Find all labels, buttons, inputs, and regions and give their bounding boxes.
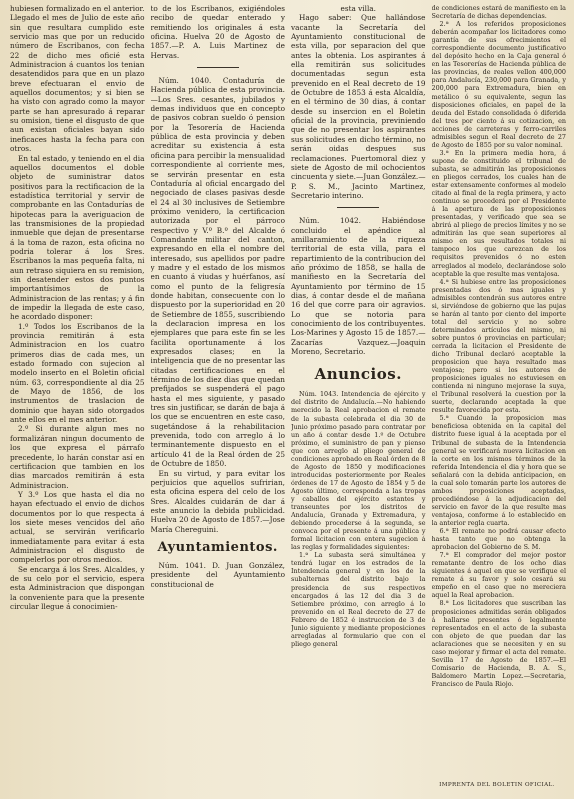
paragraph: 1.ª La subasta será simultánea y tendrá lugar en los estrados de la Intendencia general y en los de la subalternas del distrito bajo la presidencia de sus respectivos encargados á las 12 del dia 3 de Setiembre próximo, con arreglo á lo prevenido en el Real decreto de 27 de Febrero de 1852 é instruccion de 3 de Junio siguiente y mediante proposiciones arregladas al formulario que con el pliego general — [291, 551, 426, 648]
notice-1041-start: Núm. 1041. D. Juan González, presidente del Ayuntamiento constitucional de — [150, 560, 285, 589]
paragraph: 2.ª A los referidos proposiciones deberán acompañar los licitadores como garantía de sus ofrecimientos el correspondiente documento justificativo del depósito hecho en la Caja general ó en las Tesorerías de Hacienda pública de las provincias, de reales vellon 400,000 para Andalucía, 230,000 para Granada, y 200,000 para Extremadura, bien en metálico ó su equivalente, segun las disposiciones oficiales, en papel de la deuda del Estado consolidada ó diferida del tres por ciento á su cotizacion, en acciones de carreteras y ferro-carriles admisibles segun el Real decreto de 27 de Agosto de 1855 por su valor nominal. — [431, 20, 566, 149]
paragraph: 5.ª Cuando la proposicion mas beneficiosa obtenida en la capital del distrito fuese igual á la aceptada por el Tribunal de subasta de la Intendencia general se verificará nueva licitacion en la corte en los mismos términos de la referida Intendencia el dia y hora que se señalará con la debida anticipacion, en la cual solo tomarán parte los autores de ambos proposiciones aceptadas, procediéndose á la adjudicacion del servicio en favor de la que resulte mas ventajosa, conforme á lo establecido en la anterior regla cuarta. — [431, 414, 566, 527]
column-4 — [432, 4, 567, 791]
section-heading-ayuntamientos: Ayuntamientos. — [157, 539, 278, 555]
paragraph: 7.ª El comprador del mejor postor rematante dentro de los ocho dias siguientes á aquel en que se verifique el remate á su favor y solo cesará su empeño en el caso que no mereciera aquel la Real aprobacion. — [431, 551, 566, 600]
section-divider — [337, 207, 379, 208]
page-columns — [10, 4, 566, 791]
notice-1040: Núm. 1040. Contaduría de Hacienda pública de esta provincia.—Los Sres. cesantes, jubilados y demas individuos que en concepto de pasivos cobran sueldo ó pension por la Tesorería de Hacienda pública de esta provincia y deben acreditar su existencia á esta oficina para percibir la mensualidad correspondiente al corriente mes, se servirán presentar en esta Contaduría al oficial encargado del negociado de clases pasivas desde el 24 al 30 inclusives de Setiembre próximo venidero, la certificacion autorizada por el párroco respectivo y V.º B.º del Alcalde ó Comandante militar del canton, expresando en ella el nombre del interesado, sus apellidos por padre y madre y el estado de los mismos en cuanto á viudas y huérfanos, así como el punto de la feligresía donde habitan, consecuente con lo dispuesto por la superioridad en 20 de Setiembre de 1855, suscribiendo la declaracion impresa en los ejemplares que para este fin se les facilita oportunamente á los expresados clases; en la inteligencia que de no presentar las citadas certificaciones en el término de los diez dias que quedan prefijados se suspenderá el pago hasta el mes siguiente, y pasado tres sin justificar, se darán de baja á los que se encuentren en este caso, sugetándose á la rehabilitacion prevenida, todo con arreglo á lo terminantemente dispuesto en el artículo 41 de la Real órden de 25 de Octubre de 1850. — [150, 76, 285, 469]
paragraph: 3.ª En la primera media hora, á supone de constituido el tribunal de subasta, se admitirán las proposiciones en pliegos cerrados, los cuales han de estar extensamente conformes al modelo citado al final de la regla primera, y acto continuo se procederá por el Presidente á la apertura de las proposiciones presentadas, y verificado que sea se abrirá al pliego de precios límites y no se admitirán las que sean superiores al mismo en sus resultados totales ni tampoco los que carezcan de los requisitos prevenidos ó no esten arreglados al modelo, declarándose solo aceptable la que resulte mas ventajosa. — [431, 148, 566, 278]
section-divider — [197, 67, 239, 68]
paragraph: 2.º Si durante algun mes no formalizáran ningun documento de los que expresa el párrafo precedente, lo harán constar así en certificacion que tambien en los dias marcados remitirán á esta Administracion. — [10, 424, 145, 490]
paragraph: En su virtud, y para evitar los perjuicios que aquellos sufririan, esta oficina espera del celo de los Sres. Alcaldes cuidarán de dar á este anuncio la debida publicidad. Huelva 20 de Agosto de 1857.—Jose María Chereguini. — [150, 468, 285, 534]
column-3 — [291, 4, 426, 791]
paragraph: to de los Escribanos, exigiéndoles recibo de quedar enterado y remitiendo los originales á esta oficina. Huelva 20 de Agosto de 1857.—P. A. Luis Martinez de Hervas. — [150, 4, 285, 60]
column-1 — [10, 4, 145, 791]
paragraph: 6.ª El remate no podrá causar efecto hasta tanto que no obtenga la aprobacion del Gobierno de S. M. — [431, 527, 566, 552]
paragraph: En tal estado, y teniendo en el dia aquellos documentos el doble objeto de suministrar datos positivos para la rectificacion de la estadística territorial y servir de comprobante en las Contadurías de hipotecas para la averiguacion de las transmisiones de la propiedad inmueble que dejan de presentarse á la toma de razon, esta oficina no podria tolerar á los Sres. Escribanos la mas pequeña falta, ni aun retraso siquiera en su remision, sin desatender estos dos puntos importantísimos de la Administracion de las rentas; y á fin de impedir la llegada de este caso, he acordado disponer: — [10, 153, 145, 322]
notice-1042: Núm. 1042. Habiéndose concluido el apéndice al amillaramiento de la riqueza territorial de esta villa, para el repartimiento de la contribucion del año próximo de 1858, se halla de manifiesto en la Secretaría del Ayuntamiento por término de 15 dias, á contar desde el de mañana 16 del que corre para oir agravios. Lo que se notoria para conocimiento de los contribuyentes. Los-Marines y Agosto 15 de 1857.—Zacarías Vazquez.—Joaquin Moreno, Secretario. — [291, 216, 426, 357]
notice-1041-body: Hago saber: Que hallándose vacante la Secretaría del Ayuntamiento constitucional de esta villa, por separacion del que antes la obtenia. Los aspirantes á ella remitirán sus solicitudes documentadas segun esta prevenido en el Real decreto de 19 de Octubre de 1853 á esta Alcaldía, en el término de 30 dias, á contar desde su insercion en el Boletin oficial de la provincia, previniendo que de no presentar los aspirantes sus solicitudes en dicho término, no serán oidas despues sus reclamaciones. Puertomoral diez y siete de Agosto de mil ochocientos cincuenta y siete.—Juan González.—P. S. M., Jacinto Martinez, Secretario interino. — [291, 13, 426, 200]
column-2 — [151, 4, 286, 791]
paragraph: 4.ª Si hubiese entre las proposiciones presentadas dos ó mas iguales y admisibles contendrán sus autores entre si, sirviéndose de gobierno que las pujas se harán al tanto por ciento del importe total del servicio y no sobre determinados artículos del mismo, ni sobre puntos ó provincias en particular; cerrada la licitacion el Presidente de dicho Tribunal declaró aceptable la proposicion que haya resultado mas ventajosa; pero si los autores de proposiciones iguales no estuviesen en contienda ni ninguno mejorase la suya, el Tribunal resolverá la cuestion por la suerte, declarando aceptada la que resulte favorecida por esta. — [431, 277, 566, 415]
paragraph: Y 3.º Los que hasta el dia no hayan efectuado el envio de dichos documentos por lo que respecta á los siete meses vencidos del año actual, se servirán verificarlo inmediatamente para evitar á esta Administracion el disgusto de compelerlos por otros medios. — [10, 489, 145, 565]
paragraph: de condiciones estará de manifiesto en la Secretaría de dichas dependencias. — [431, 4, 566, 21]
paragraph: esta villa. — [340, 4, 376, 13]
paragraph: hubiesen formalizado en el anterior. Llegado el mes de Julio de este año sin que resultara cumplido este servicio mas que por un reducido número de Escribanos, con fecha 22 de dicho mes oficié esta Administracion á cuantos los tenian desatendidos para que en un plazo breve efectuaran el envio de aquellos documentos; y si bien se ha visto con agrado como la mayor parte se han apresurado á reparar su omision, tiene el disgusto de que aun existan oficiales bayan sido ineficaces hasta la fecha para con otros. — [10, 4, 145, 154]
paragraph: 1.º Todos los Escribanos de la provincia remitirán á esta Administracion en los cuatro primeros dias de cada mes, un estado formado con sujecion al modelo inserto en el Boletin oficial núm. 63, correspondiente al dia 25 de Mayo de 1856, de los instrumentos de traslacion de dominio que hayan sido otorgados ante ellos en el mes anterior. — [10, 321, 145, 425]
imprint-footer: IMPRENTA DEL BOLETIN OFICIAL. — [439, 782, 555, 788]
section-heading-anuncios: Anuncios. — [314, 365, 402, 384]
paragraph: Se encarga á los Sres. Alcaldes, y de su celo por el servicio, espera esta Administracion que dispongan la conveniente para que la presente circular llegue á conocimien- — [10, 564, 145, 611]
notice-1043: Núm. 1043. Intendencia de ejército y del distrito de Andalucía.—No habiendo merecido la Real aprobacion el remate de la subasta celebrada el dia 30 de Junio próximo pasado para contratar por un año á contar desde 1.º de Octubre próximo, el suministro de pan y pienso que con arreglo al pliego general de condiciones aprobado en Real órden de 8 de Agosto de 1850 y modificaciones introducidas posteriormente por Reales órdenes de 17 de Agosto de 1854 y 5 de Agosto último, corresponda a las tropas y caballos del ejército estantes y transeuntes por los distritos de Andalucía, Granada y Extremadura, y debiendo procederse á la segunda, se convoca por el presente á una pública y formal licitacion con entera sugecion á las reglas y formalidades siguientes: — [291, 390, 426, 552]
paragraph: 8.ª Los licitadores que suscriban las proposiciones admitidas serán obligados á hallarse presentes ó legalmente representados en el acto de la subasta con objeto de que puedan dar las aclaraciones que se necesiten y en su caso mejorar y firmar el acta del remate. Sevilla 17 de Agosto de 1857.—El Comisario de Hacienda, B. A. S., Baldomero Martin Lopez.—Secretaria, Francisco de Paula Riojo. — [431, 599, 566, 688]
